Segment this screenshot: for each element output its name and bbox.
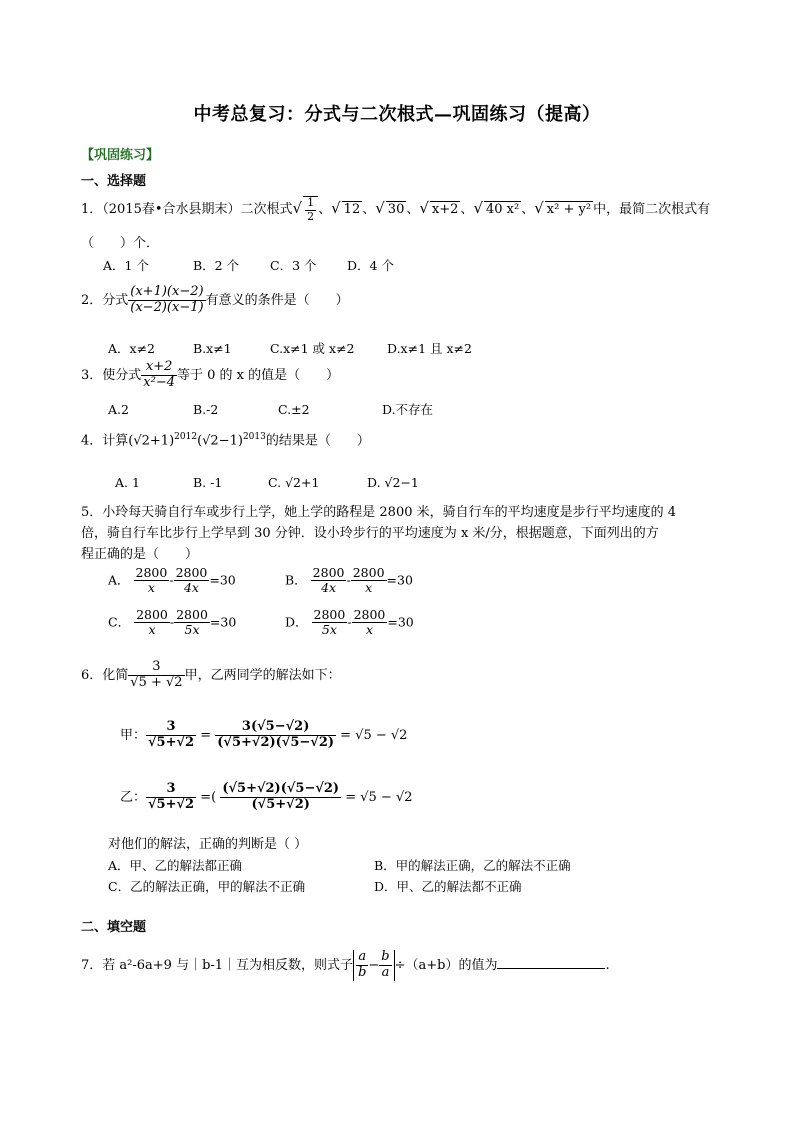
q2-option-b: B.x≠1 [193,341,232,356]
q3-option-a: A.2 [108,402,129,417]
question-2: 2．分式 $\frac{(x+1)(x-2)}{(x-2)(x-1)}$ 有意义的条件是（ ） [81,284,349,315]
question-6: 6．化简 $\frac{3}{√5 + √2}$ 甲，乙两同学的解法如下： [81,659,341,690]
q6-option-a: A．甲、乙的解法都正确 [108,858,243,873]
q4-option-d: D. √2−1 [367,475,419,490]
page-title: 中考总复习：分式与二次根式—巩固练习（提高） [193,104,601,125]
q2-fraction: $\frac{(x+1)(x-2)}{(x-2)(x-1)}$ [130,284,204,315]
q6-option-d: D．甲、乙的解法都不正确 [374,879,522,894]
q4-option-c: C. √2+1 [268,475,320,490]
q6-yi-solution: 乙： $\frac{3}{√5+√2}$ =( $\frac{(√5+√2)(√5-√2)}{(√5+√2)}$ = √5 − √2 [120,781,413,812]
q5-option-b: B． $\frac{2800}{4x}$ - $\frac{2800}{x}$ =30 [285,565,413,596]
question-7: 7．若 a²-6a+9 与｜b-1｜互为相反数，则式子 $\frac{a}{b}$ − $\frac{b}{a}$ ÷（a+b）的值为 . [81,949,610,980]
q5-option-a: A． $\frac{2800}{x}$ - $\frac{2800}{4x}$ =30 [108,565,236,596]
q4-option-b: B. -1 [193,475,223,490]
q1-option-a: A．1 个 [103,258,149,273]
q2-option-c: C.x≠1 或 x≠2 [270,341,355,356]
section-label: 【巩固练习】 [81,148,160,163]
q1-option-d: D．4 个 [347,258,394,273]
q6-option-b: B．甲的解法正确，乙的解法不正确 [374,858,571,873]
q1-prefix: 1．（2015春•合水县期末）二次根式 [81,202,293,218]
q5-line2: 倍，骑自行车比步行上学早到 30 分钟．设小玲步行的平均速度为 x 米/分，根据题意，下面列出的方 [81,526,659,541]
q5-option-c: C． $\frac{2800}{x}$ - $\frac{2800}{5x}$ =30 [108,607,237,638]
q6-judge: 对他们的解法，正确的判断是（ ） [108,837,308,852]
question-1: 1．（2015春•合水县期末）二次根式√ $\frac{1}{2}$ 、√ 12 、√ 30 、√ x+2 、√ 40 x² 、√ x² + y² 中，最简二次根式有 [81,196,711,223]
q6-jia-solution: 甲： $\frac{3}{√5+√2}$ = $\frac{3(√5-√2)}{(√5+√2)(√5-√2)}$ = √5 − √2 [120,719,408,750]
question-3: 3．使分式 $\frac{x+2}{\text{x²−4}}$ 等于 0 的 x 的值是（ ） [81,359,340,390]
q3-option-b: B.-2 [193,402,219,417]
q5-line1: 5．小玲每天骑自行车或步行上学，她上学的路程是 2800 米，骑自行车的平均速度是步行平均速度的 4 [81,505,677,520]
part2-heading: 二、填空题 [81,920,147,935]
q3-option-d: D.不存在 [382,402,434,417]
q1-line2: （ ）个． [81,236,160,251]
part1-heading: 一、选择题 [81,174,147,189]
question-4: 4．计算$(√2+1)^{2012}(√2-1)^{2013}$的结果是（ ） [81,432,370,449]
q4-option-a: A. 1 [115,475,140,490]
q5-option-d: D． $\frac{2800}{5x}$ - $\frac{2800}{x}$ =30 [285,607,414,638]
q5-line3: 程正确的是（ ） [81,547,199,562]
q1-suffix: 中，最简二次根式有 [593,202,711,218]
q7-answer-blank[interactable] [497,956,605,969]
q1-option-c: C．3 个 [270,258,317,273]
q2-option-d: D.x≠1 且 x≠2 [387,341,472,356]
q6-option-c: C．乙的解法正确，甲的解法不正确 [108,879,306,894]
q2-option-a: A．x≠2 [108,341,156,356]
q3-fraction: $\frac{x+2}{\text{x²−4}}$ [143,359,175,390]
q3-option-c: C.±2 [278,402,310,417]
q1-option-b: B．2 个 [193,258,240,273]
